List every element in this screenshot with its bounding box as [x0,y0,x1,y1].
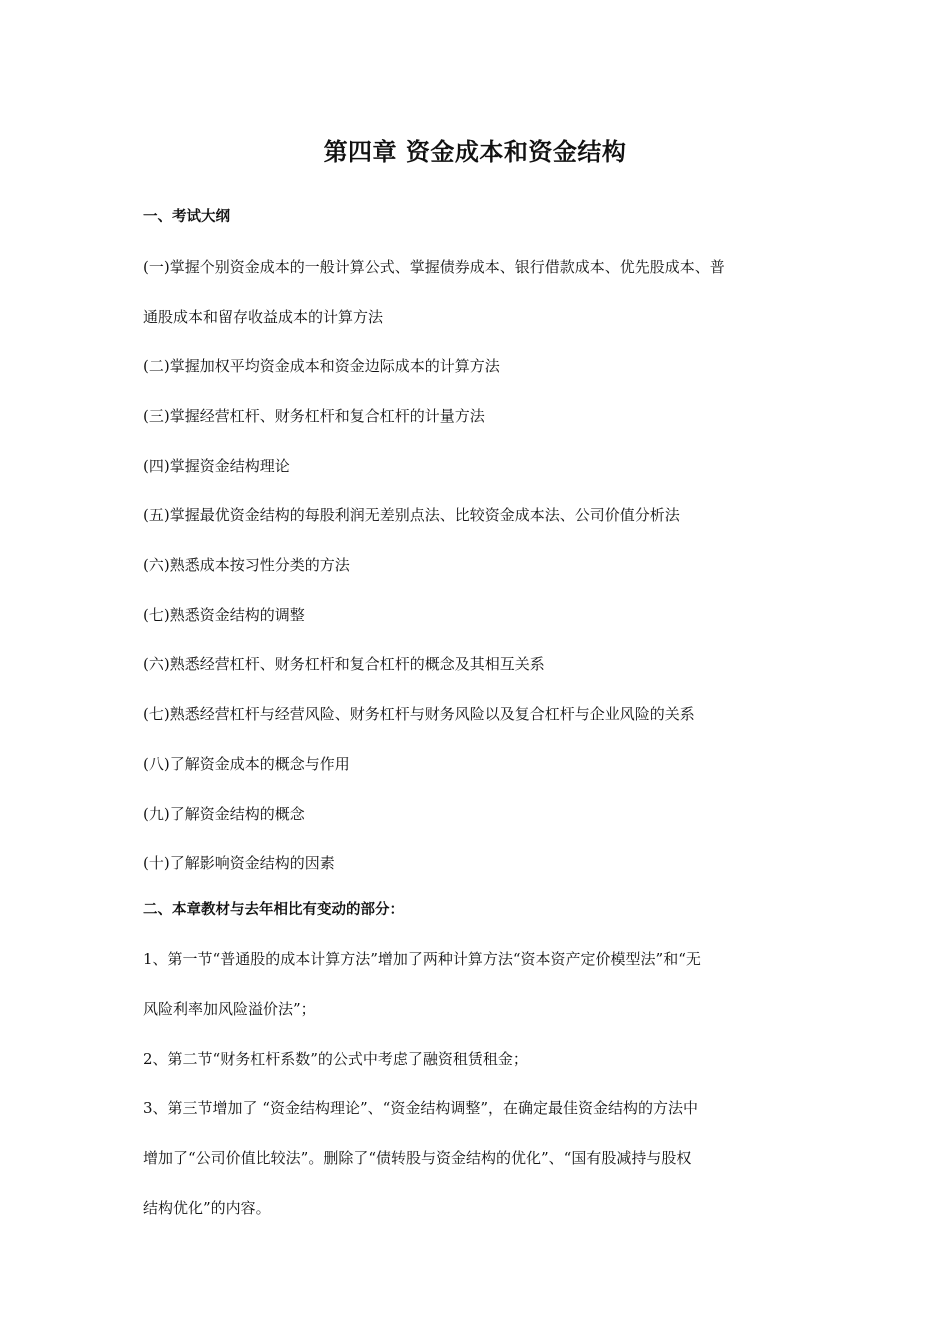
section-heading-changes: 二、本章教材与去年相比有变动的部分： [143,902,404,918]
section-heading-syllabus: 一、考试大纲 [143,209,230,225]
changes-line: 结构优化”的内容。 [143,1199,271,1217]
syllabus-line: (八)了解资金成本的概念与作用 [143,755,350,773]
syllabus-line: (七)熟悉资金结构的调整 [143,606,305,624]
changes-line: 2、第二节“财务杠杆系数”的公式中考虑了融资租赁租金； [143,1050,528,1068]
syllabus-line: (九)了解资金结构的概念 [143,805,305,823]
syllabus-line: (一)掌握个别资金成本的一般计算公式、掌握债券成本、银行借款成本、优先股成本、普 [143,258,725,276]
syllabus-line: (二)掌握加权平均资金成本和资金边际成本的计算方法 [143,357,500,375]
changes-line: 3、第三节增加了 “资金结构理论”、“资金结构调整”，在确定最佳资金结构的方法中 [143,1099,698,1117]
changes-line: 风险利率加风险溢价法”； [143,1000,316,1018]
changes-line: 1、第一节“普通股的成本计算方法”增加了两种计算方法“资本资产定价模型法”和“无 [143,950,701,968]
chapter-title: 第四章 资金成本和资金结构 [323,138,627,166]
syllabus-line: (七)熟悉经营杠杆与经营风险、财务杠杆与财务风险以及复合杠杆与企业风险的关系 [143,705,695,723]
syllabus-line: (十)了解影响资金结构的因素 [143,854,335,872]
changes-line: 增加了“公司价值比较法”。删除了“债转股与资金结构的优化”、“国有股减持与股权 [143,1149,692,1167]
syllabus-line: (六)熟悉经营杠杆、财务杠杆和复合杠杆的概念及其相互关系 [143,655,545,673]
syllabus-line: (五)掌握最优资金结构的每股利润无差别点法、比较资金成本法、公司价值分析法 [143,506,680,524]
syllabus-line: (六)熟悉成本按习性分类的方法 [143,556,350,574]
syllabus-line: (四)掌握资金结构理论 [143,457,290,475]
syllabus-line: 通股成本和留存收益成本的计算方法 [143,308,384,326]
syllabus-line: (三)掌握经营杠杆、财务杠杆和复合杠杆的计量方法 [143,407,485,425]
